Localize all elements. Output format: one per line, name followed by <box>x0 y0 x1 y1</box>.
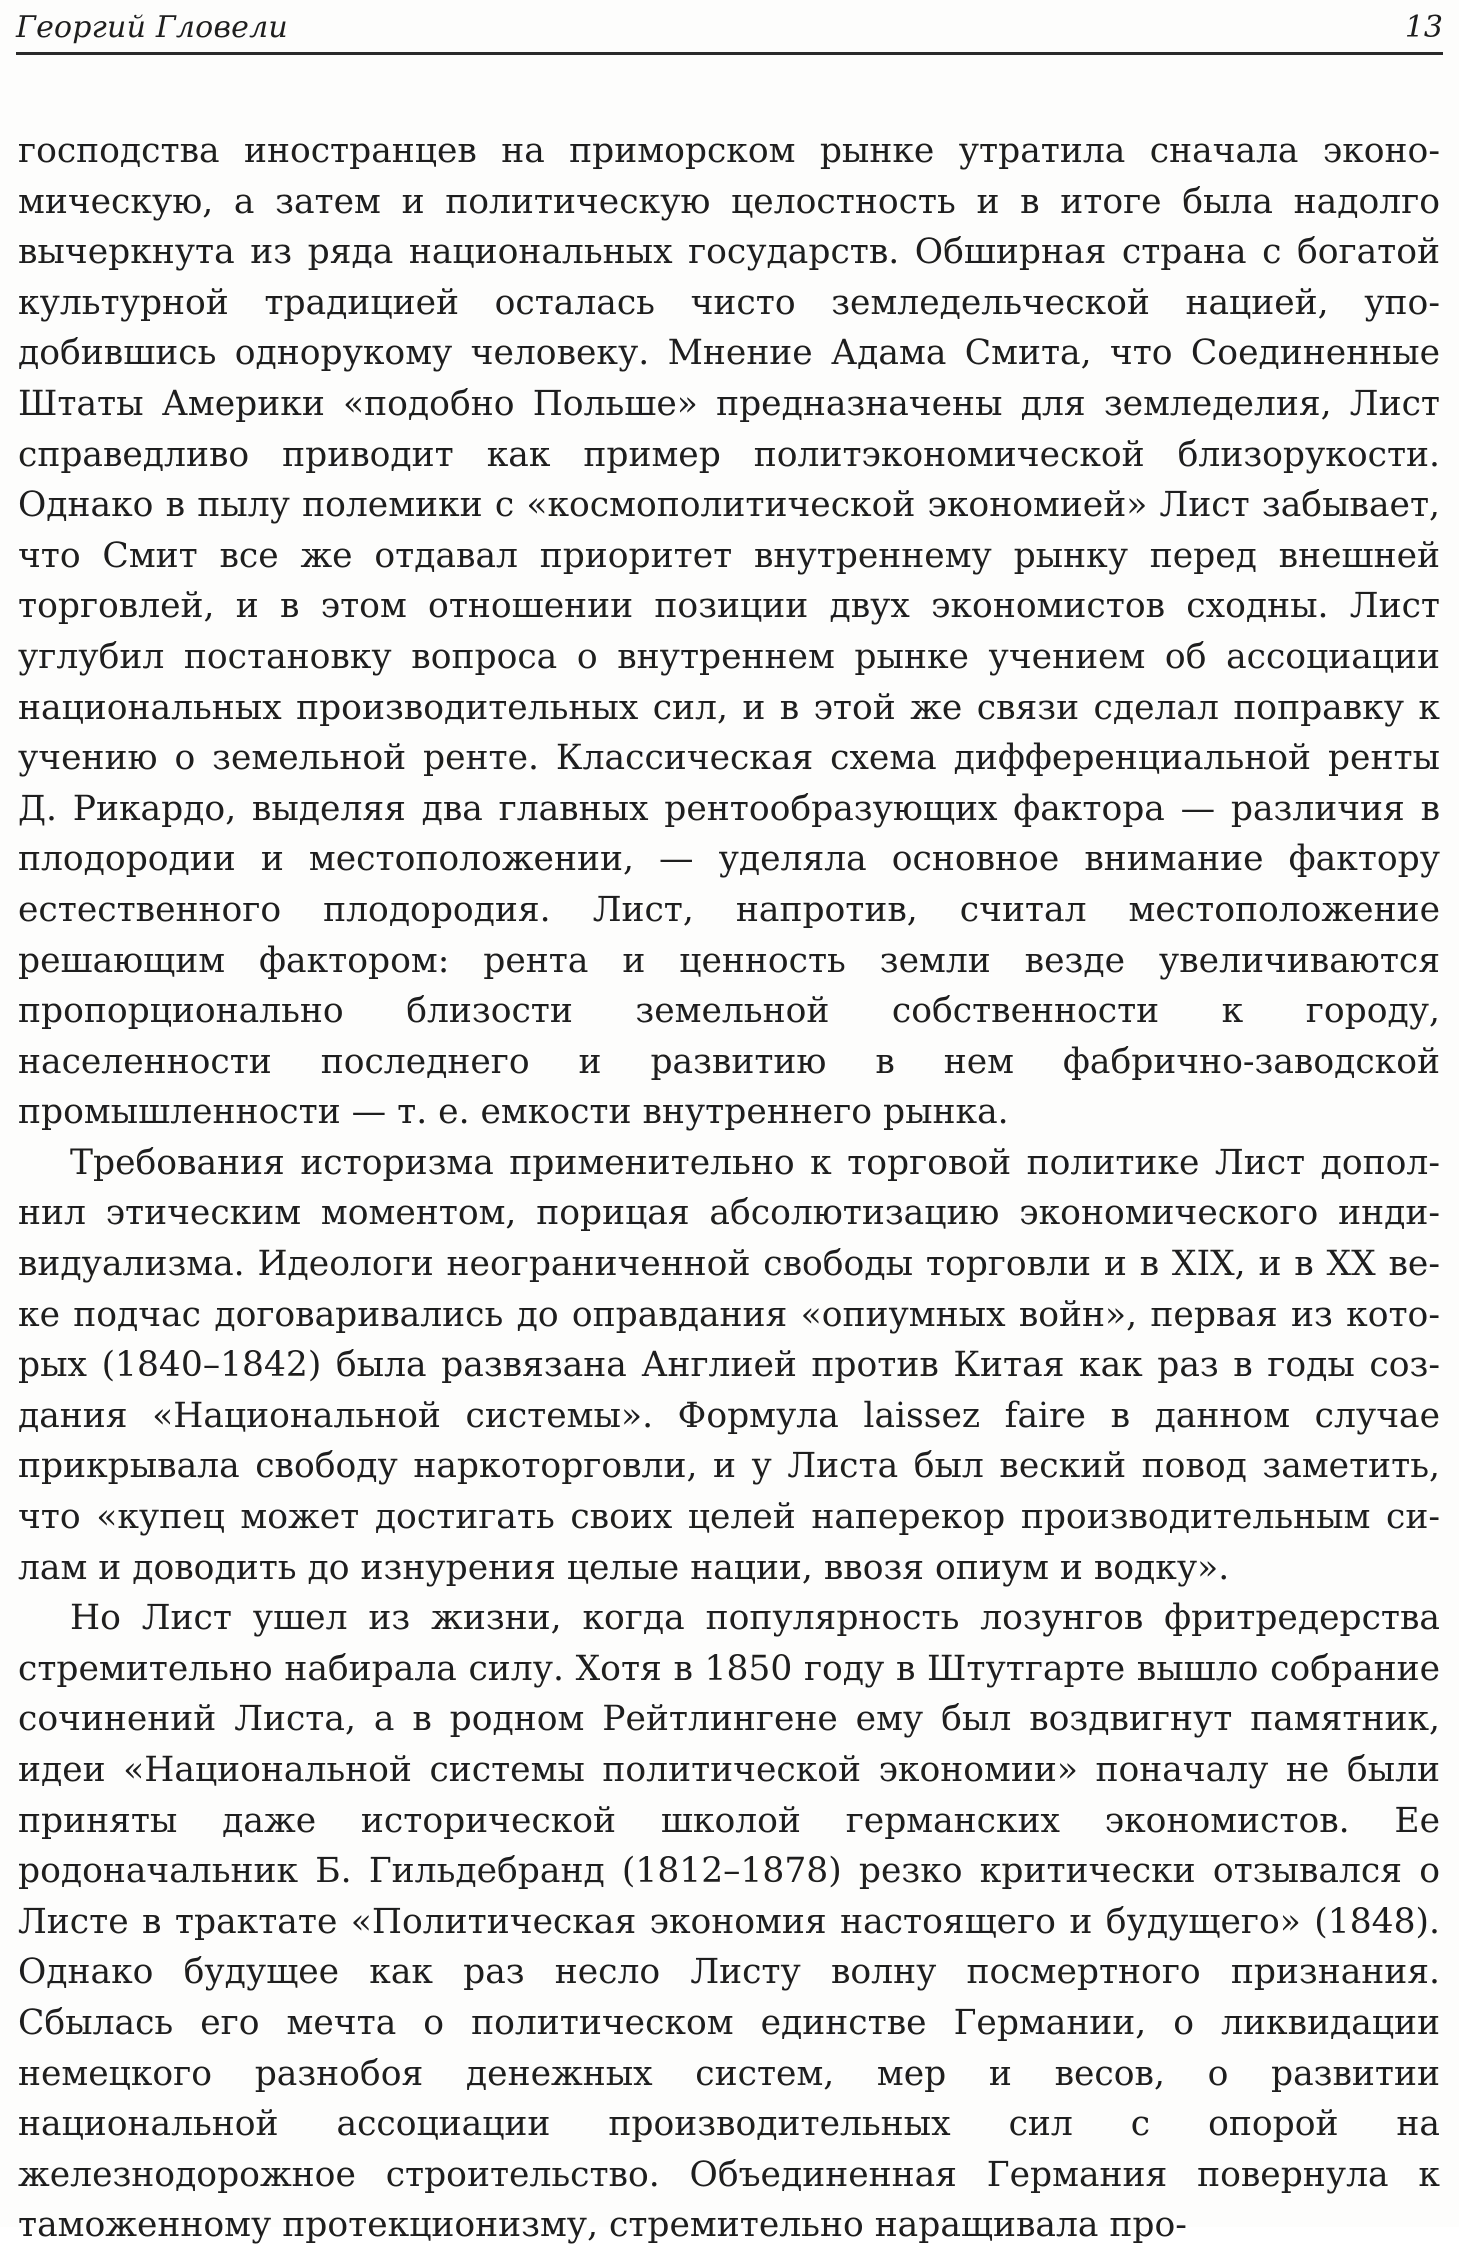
paragraph-historicism: Требования историзма применительно к торговой политике Лист дополнил этическим моментом, порицая абсолютизацию экономического индивидуализма. Идеологи неограниченной свободы торговли и в XIX, и в XX веке подчас договаривались до оправдания «опиумных войн», первая из которых (1840–1842) была развязана Англией против Китая как раз в годы создания «Национальной системы». Формула laissez faire в данном случае прикрывала свободу наркоторговли, и у Листа был веский повод заметить, что «купец может достигать своих целей наперекор производительным силам и доводить до изнурения целые нации, ввозя опиум и водку». <box>18 1142 1440 1588</box>
body-text <box>18 126 1440 2251</box>
running-header <box>16 2 1443 55</box>
paragraph-continuation: господства иностранцев на приморском рынке утратила сначала экономическую, а затем и политическую целостность и в итоге была надолго вычеркнута из ряда национальных государств. Обширная страна с богатой культурной традицией осталась чисто земледельческой нацией, уподобившись однорукому человеку. Мнение Адама Смита, что Соединенные Штаты Америки «подобно Польше» предназначены для земледелия, Лист справедливо приводит как пример политэкономической близорукости. Однако в пылу полемики с «космополитической экономией» Лист забывает, что Смит все же отдавал приоритет внутреннему рынку перед внешней торговлей, и в этом отношении позиции двух экономистов сходны. Лист углубил постановку вопроса о внутреннем рынке учением об ассоциации национальных производительных сил, и в этой же связи сделал поправку к учению о земельной ренте. Классическая схема дифференциальной ренты Д. Рикардо, выделяя два главных рентообразующих фактора — различия в плодородии и местоположении, — уделяла основное внимание фактору естественного плодородия. Лист, напротив, считал местоположение решающим фактором: рента и ценность земли везде увеличиваются пропорционально близости земельной собственности к городу, населенности последнего и развитию в нем фабрично-заводской промышленности — т. е. емкости внутреннего рынка. <box>18 131 1440 1133</box>
page-number: 13 <box>1404 10 1443 45</box>
author-name: Георгий Гловели <box>16 10 288 45</box>
paragraph-legacy: Но Лист ушел из жизни, когда популярность лозунгов фритредерства стремительно набирала силу. Хотя в 1850 году в Штутгарте вышло собрание сочинений Листа, а в родном Рейтлингене ему был воздвигнут памятник, идеи «Национальной системы политической экономии» поначалу не были приняты даже исторической школой германских экономистов. Ее родоначальник Б. Гильдебранд (1812–1878) резко критически отзывался о Листе в трактате «Политическая экономия настоящего и будущего» (1848). Однако будущее как раз несло Листу волну посмертного признания. Сбылась его мечта о политическом единстве Германии, о ликвидации немецкого разнобоя денежных систем, мер и весов, о развитии национальной ассоциации производительных сил с опорой на железнодорожное строительство. Объединенная Германия повернула к таможенному протекционизму, стремительно наращивала про- <box>18 1598 1440 2246</box>
